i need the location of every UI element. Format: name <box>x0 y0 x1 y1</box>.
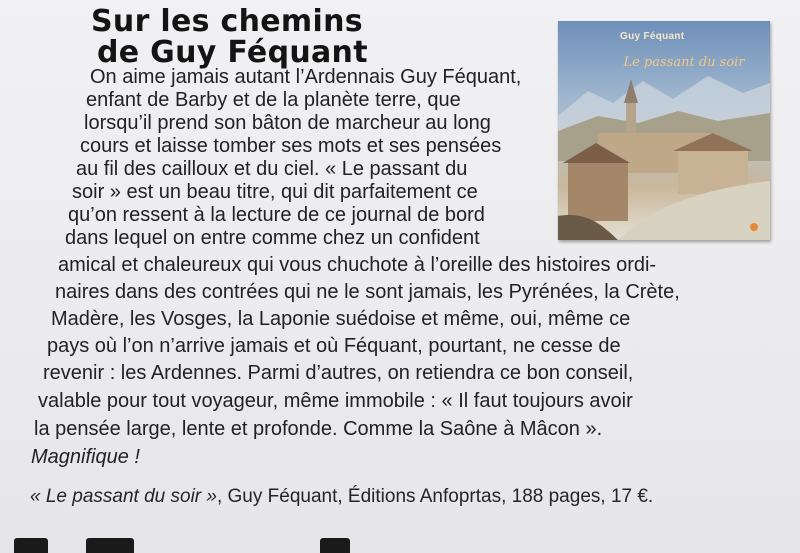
credits-details: , Guy Féquant, Éditions Anfoprtas, 188 pages, 17 €. <box>216 486 654 507</box>
cover-title: Le passant du soir <box>623 55 745 70</box>
headline-line-2: de Guy Féquant <box>97 35 368 70</box>
body-line: qu’on ressent à la lecture de ce journal de bord <box>68 204 485 226</box>
body-line: pays où l’on n’arrive jamais et où Féquant, pourtant, ne cesse de <box>47 335 621 357</box>
heading-glyph-fragment <box>320 538 350 553</box>
heading-glyph-fragment <box>14 538 48 553</box>
village-church-illustration <box>558 21 770 240</box>
body-line: lorsqu’il prend son bâton de marcheur au long <box>84 112 491 134</box>
body-line: revenir : les Ardennes. Parmi d’autres, on retiendra ce bon conseil, <box>43 362 634 384</box>
body-line: naires dans des contrées qui ne le sont jamais, les Pyrénées, la Crète, <box>55 281 680 303</box>
credits-book-title: « Le passant du soir » <box>30 486 217 507</box>
article-headline <box>91 6 368 68</box>
body-line: valable pour tout voyageur, même immobile : « Il faut toujours avoir <box>38 390 633 412</box>
book-cover <box>558 21 770 240</box>
cover-author: Guy Féquant <box>620 31 685 42</box>
heading-glyph-fragment <box>86 538 134 553</box>
body-line: dans lequel on entre comme chez un confident <box>65 227 480 249</box>
body-line: soir » est un beau titre, qui dit parfaitement ce <box>72 181 478 203</box>
body-line: amical et chaleureux qui vous chuchote à l’oreille des histoires ordi- <box>58 254 657 276</box>
body-line: On aime jamais autant l’Ardennais Guy Féquant, <box>90 66 522 88</box>
book-credits <box>30 486 653 508</box>
body-line: au fil des cailloux et du ciel. « Le passant du <box>76 158 468 180</box>
next-article-heading-fragment <box>0 538 800 553</box>
body-line: la pensée large, lente et profonde. Comme la Saône à Mâcon ». <box>34 418 603 440</box>
body-line: cours et laisse tomber ses mots et ses pensées <box>80 135 502 157</box>
headline-line-1: Sur les chemins <box>91 4 363 39</box>
body-line: Madère, les Vosges, la Laponie suédoise et même, oui, même ce <box>51 308 631 330</box>
body-line-signoff: Magnifique ! <box>31 446 140 468</box>
body-line: enfant de Barby et de la planète terre, que <box>86 89 461 111</box>
